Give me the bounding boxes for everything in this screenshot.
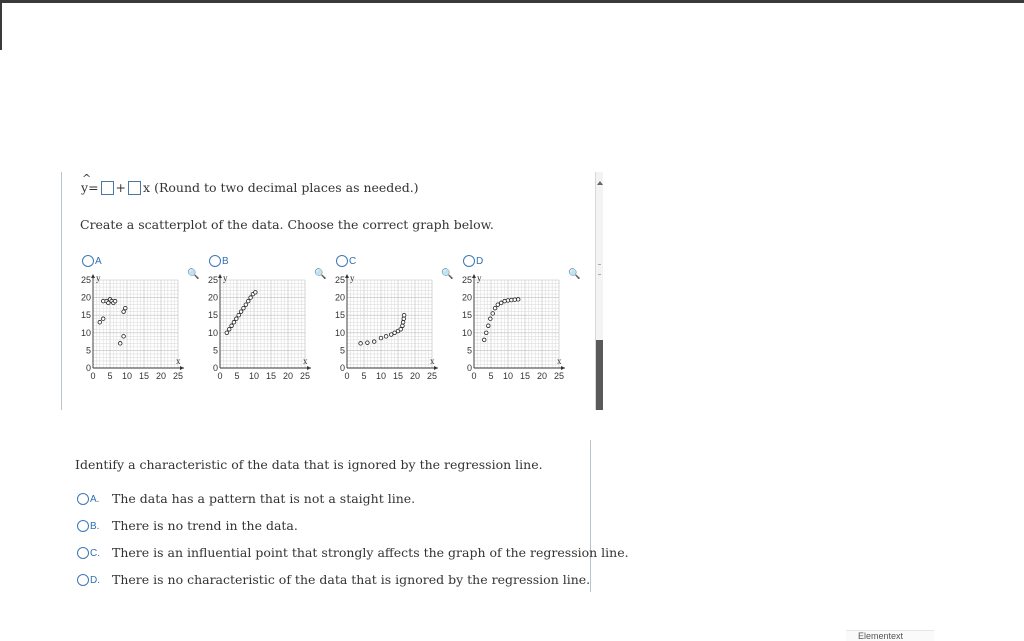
scatter-point (379, 336, 383, 340)
scatter-point (101, 317, 105, 321)
option-text-d: There is no characteristic of the data that is ignored by the regression line. (112, 572, 591, 587)
option-text-c: There is an influential point that strongly affects the graph of the regression line. (112, 545, 629, 560)
x-tick-label: 0 (90, 371, 96, 381)
scatter-point (402, 313, 406, 317)
y-tick-label: 25 (461, 275, 472, 285)
x-tick-label: 15 (265, 371, 277, 381)
x-tick-label: 5 (488, 371, 494, 381)
x-tick-label: 20 (282, 371, 294, 381)
x-tick-label: 25 (299, 371, 311, 381)
x-tick-label: 20 (536, 371, 548, 381)
scatter-point (372, 340, 376, 344)
scatter-point (235, 317, 239, 321)
window-top-border (0, 0, 1024, 3)
option-text-b: There is no trend in the data. (112, 518, 298, 533)
footer-label: Elementext (858, 631, 904, 641)
y-tick-label: 5 (339, 345, 345, 356)
magnify-icon[interactable]: 🔍 (441, 269, 454, 280)
option-letter-b: B. (90, 521, 100, 532)
x-tick-label: 25 (172, 371, 184, 381)
x-tick-label: 10 (121, 371, 133, 381)
y-tick-label: 20 (461, 292, 472, 303)
x-tick-label: 10 (248, 371, 260, 381)
x-tick-label: 5 (361, 371, 367, 381)
x-tick-label: 25 (553, 371, 565, 381)
scatter-point (503, 299, 507, 303)
x-tick-label: 10 (375, 371, 387, 381)
scatter-point (482, 338, 486, 342)
x-tick-label: 5 (107, 371, 113, 381)
y-tick-label: 0 (339, 363, 345, 373)
option-letter-c: C. (90, 548, 100, 559)
x-axis-label: x (557, 356, 562, 366)
x-tick-label: 0 (344, 371, 350, 381)
x-tick-label: 20 (409, 371, 421, 381)
y-tick-label: 20 (334, 292, 345, 303)
y-arrow-icon (218, 274, 222, 278)
scatter-point (493, 306, 497, 310)
graph-radio-c[interactable] (336, 255, 348, 267)
scatter-point (359, 342, 363, 346)
rounding-note: (Round to two decimal places as needed.) (154, 180, 419, 195)
scatter-point (246, 299, 250, 303)
scatter-point (489, 317, 493, 321)
question-panel-2 (62, 440, 629, 592)
y-tick-label: 20 (80, 292, 91, 303)
y-tick-label: 10 (461, 327, 472, 338)
intercept-input[interactable] (101, 181, 114, 195)
panel-scrollbar[interactable] (595, 172, 603, 410)
regression-equation (81, 180, 419, 195)
plus-sign: + (115, 180, 127, 195)
x-arrow-icon (307, 366, 311, 370)
graph-letter-a: A (95, 256, 102, 267)
characteristic-prompt: Identify a characteristic of the data that is ignored by the regression line. (75, 457, 543, 472)
scatter-point (122, 335, 126, 339)
graph-radio-b[interactable] (209, 255, 221, 267)
scatter-point (249, 296, 253, 300)
radio-d[interactable] (77, 574, 89, 586)
y-tick-label: 5 (466, 345, 472, 356)
scatter-point (232, 320, 236, 324)
equals-sign: = (88, 180, 99, 195)
y-arrow-icon (345, 274, 349, 278)
y-axis-label: y (350, 273, 355, 283)
scatter-point (225, 331, 229, 335)
scatter-point (516, 298, 520, 302)
graph-letter-b: B (222, 256, 229, 267)
y-tick-label: 20 (207, 292, 218, 303)
x-axis-label: x (176, 356, 181, 366)
scatter-point (124, 306, 128, 310)
y-arrow-icon (91, 274, 95, 278)
x-tick-label: 10 (502, 371, 514, 381)
y-axis-label: y (477, 273, 482, 283)
magnify-icon[interactable]: 🔍 (568, 269, 581, 280)
y-tick-label: 0 (85, 363, 91, 373)
x-tick-label: 15 (392, 371, 404, 381)
y-tick-label: 0 (212, 363, 218, 373)
y-tick-label: 25 (80, 275, 91, 285)
graph-letter-c: C (349, 256, 357, 267)
scatter-point (486, 324, 490, 328)
slope-input[interactable] (128, 181, 141, 195)
x-tick-label: 0 (217, 371, 223, 381)
y-tick-label: 15 (207, 310, 218, 321)
scatter-point (244, 303, 248, 307)
scatterplot-a (72, 274, 188, 394)
scatter-point (239, 310, 243, 314)
option-text-a: The data has a pattern that is not a staight line. (112, 491, 416, 506)
y-tick-label: 15 (80, 310, 91, 321)
y-tick-label: 0 (466, 363, 472, 373)
x-tick-label: 0 (471, 371, 477, 381)
scatter-point (227, 327, 231, 331)
scatter-point (98, 320, 102, 324)
scatter-point (366, 341, 370, 345)
scatter-point (237, 313, 241, 317)
scatter-point (484, 331, 488, 335)
scatter-point (402, 317, 406, 321)
scatter-point (384, 335, 388, 339)
window-left-edge (0, 3, 2, 50)
x-tick-label: 20 (155, 371, 167, 381)
radio-b[interactable] (77, 520, 89, 532)
scatter-point (401, 324, 405, 328)
x-arrow-icon (180, 366, 184, 370)
scatterplot-c (326, 274, 442, 394)
magnify-icon[interactable]: 🔍 (187, 269, 200, 280)
x-tick-label: 15 (519, 371, 531, 381)
y-tick-label: 5 (85, 345, 91, 356)
radio-c[interactable] (77, 547, 89, 559)
magnify-icon[interactable]: 🔍 (314, 269, 327, 280)
y-arrow-icon (472, 274, 476, 278)
scatter-point (122, 310, 126, 314)
scatter-point (401, 320, 405, 324)
x-variable: x (143, 180, 151, 195)
x-tick-label: 25 (426, 371, 438, 381)
radio-a[interactable] (77, 493, 89, 505)
scroll-thumb[interactable] (596, 340, 603, 410)
scatterplot-d (453, 274, 569, 394)
x-tick-label: 15 (138, 371, 150, 381)
x-axis-label: x (303, 356, 308, 366)
scatter-point (491, 312, 495, 316)
y-tick-label: 5 (212, 345, 218, 356)
graph-letter-d: D (476, 256, 484, 267)
scatter-point (118, 342, 122, 346)
graph-radio-d[interactable] (463, 255, 475, 267)
y-hat: ^ y (81, 180, 88, 195)
y-tick-label: 15 (461, 310, 472, 321)
y-tick-label: 15 (334, 310, 345, 321)
scatter-point (113, 299, 117, 303)
scatterplot-b (199, 274, 315, 394)
scroll-grip-icon (598, 264, 601, 275)
scatterplot-prompt: Create a scatterplot of the data. Choose the correct graph below. (80, 217, 494, 232)
y-tick-label: 10 (80, 327, 91, 338)
option-letter-a: A. (90, 494, 100, 505)
y-tick-label: 10 (207, 327, 218, 338)
y-tick-label: 10 (334, 327, 345, 338)
x-tick-label: 5 (234, 371, 240, 381)
scatter-point (399, 327, 403, 331)
graph-radio-a[interactable] (82, 255, 94, 267)
scatter-point (230, 324, 234, 328)
x-arrow-icon (561, 366, 565, 370)
scatter-point (242, 306, 246, 310)
scroll-up-icon[interactable] (597, 181, 603, 185)
x-axis-label: x (430, 356, 435, 366)
option-letter-d: D. (90, 575, 100, 586)
y-tick-label: 25 (207, 275, 218, 285)
y-axis-label: y (223, 273, 228, 283)
x-arrow-icon (434, 366, 438, 370)
y-axis-label: y (96, 273, 101, 283)
y-tick-label: 25 (334, 275, 345, 285)
scatter-point (254, 291, 258, 295)
